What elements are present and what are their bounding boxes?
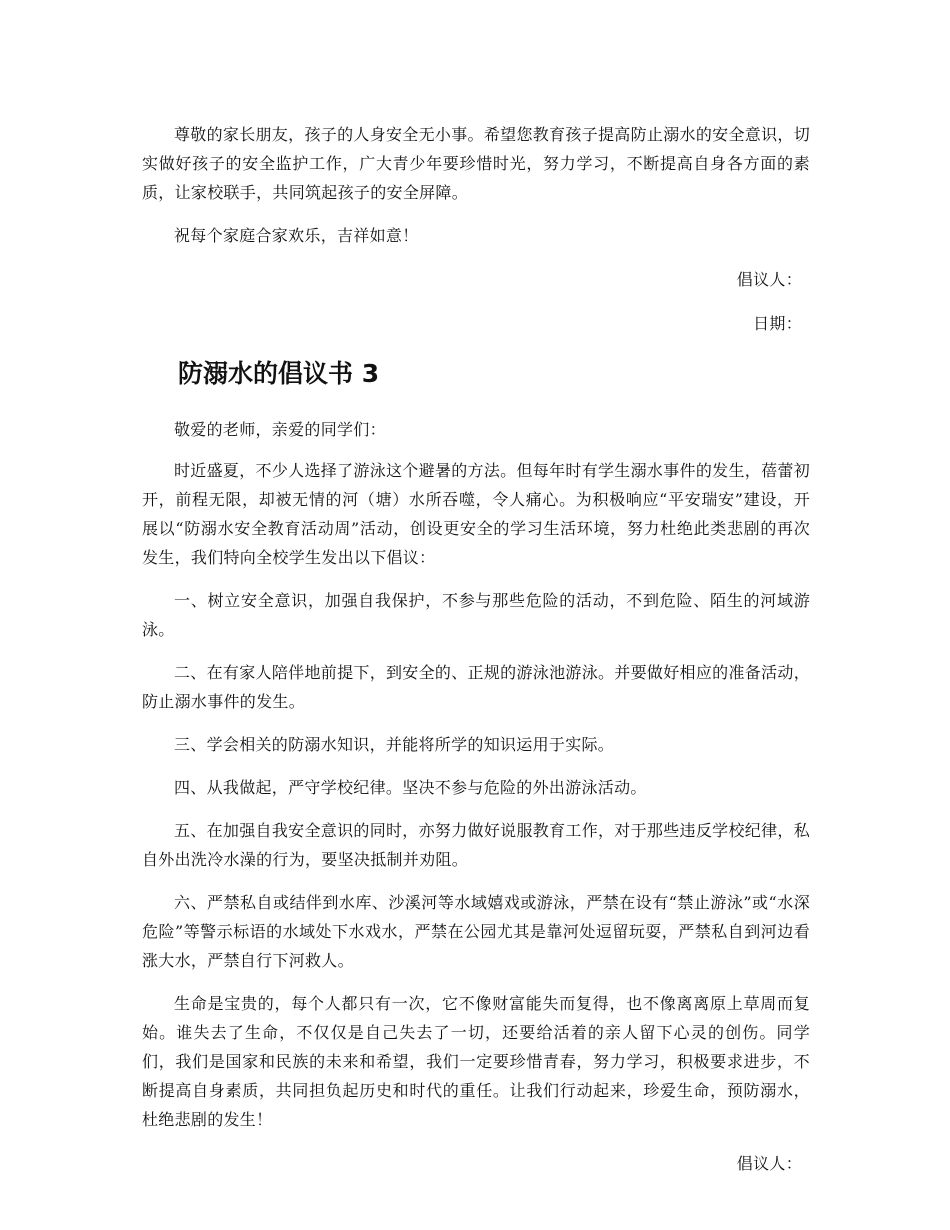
proposal-item: 六、严禁私自或结伴到水库、沙溪河等水域嬉戏或游泳，严禁在设有“禁止游泳”或“水深危险”等警示标语的水域处下水戏水，严禁在公园尤其是靠河处逗留玩耍，严禁私自到河边看涨大水，严禁自行下河救人。	[142, 893, 810, 970]
proposal-item: 五、在加强自我安全意识的同时，亦努力做好说服教育工作，对于那些违反学校纪律，私自外出洗冷水澡的行为，要坚决抵制并劝阻。	[142, 821, 810, 869]
signer-label: 倡议人：	[736, 1154, 802, 1173]
signer-label: 倡议人：	[736, 270, 802, 289]
greeting: 敬爱的老师，亲爱的同学们：	[174, 420, 386, 439]
document-page	[142, 120, 810, 1178]
intro-paragraph: 时近盛夏，不少人选择了游泳这个避暑的方法。但每年时有学生溺水事件的发生，蓓蕾初开，前程无限，却被无情的河（塘）水所吞噬，令人痛心。为积极响应“平安瑞安”建设，开展以“防溺水安全教育活动周”活动，创设更安全的学习生活环境，努力杜绝此类悲剧的再次发生，我们特向全校学生发出以下倡议：	[142, 461, 810, 567]
proposal-item: 三、学会相关的防溺水知识，并能将所学的知识运用于实际。	[174, 735, 615, 754]
parent-appeal-paragraph: 尊敬的家长朋友，孩子的人身安全无小事。希望您教育孩子提高防止溺水的安全意识，切实做好孩子的安全监护工作，广大青少年要珍惜时光，努力学习，不断提高自身各方面的素质，让家校联手，共同筑起孩子的安全屏障。	[142, 125, 810, 202]
date-label: 日期：	[753, 314, 802, 333]
proposal-item: 四、从我做起，严守学校纪律。坚决不参与危险的外出游泳活动。	[174, 778, 647, 797]
wish-paragraph: 祝每个家庭合家欢乐，吉祥如意！	[174, 226, 419, 245]
closing-paragraph: 生命是宝贵的，每个人都只有一次，它不像财富能失而复得，也不像离离原上草周而复始。谁失去了生命，不仅仅是自己失去了一切，还要给活着的亲人留下心灵的创伤。同学们，我们是国家和民族的未来和希望，我们一定要珍惜青春，努力学习，积极要求进步，不断提高自身素质，共同担负起历史和时代的重任。让我们行动起来，珍爱生命，预防溺水，杜绝悲剧的发生！	[142, 994, 810, 1129]
proposal-item: 一、树立安全意识，加强自我保护，不参与那些危险的活动，不到危险、陌生的河域游泳。	[142, 591, 810, 639]
proposal-item: 二、在有家人陪伴地前提下，到安全的、正规的游泳池游泳。并要做好相应的准备活动，防止溺水事件的发生。	[142, 663, 810, 711]
section-title: 防溺水的倡议书 3	[178, 359, 380, 388]
